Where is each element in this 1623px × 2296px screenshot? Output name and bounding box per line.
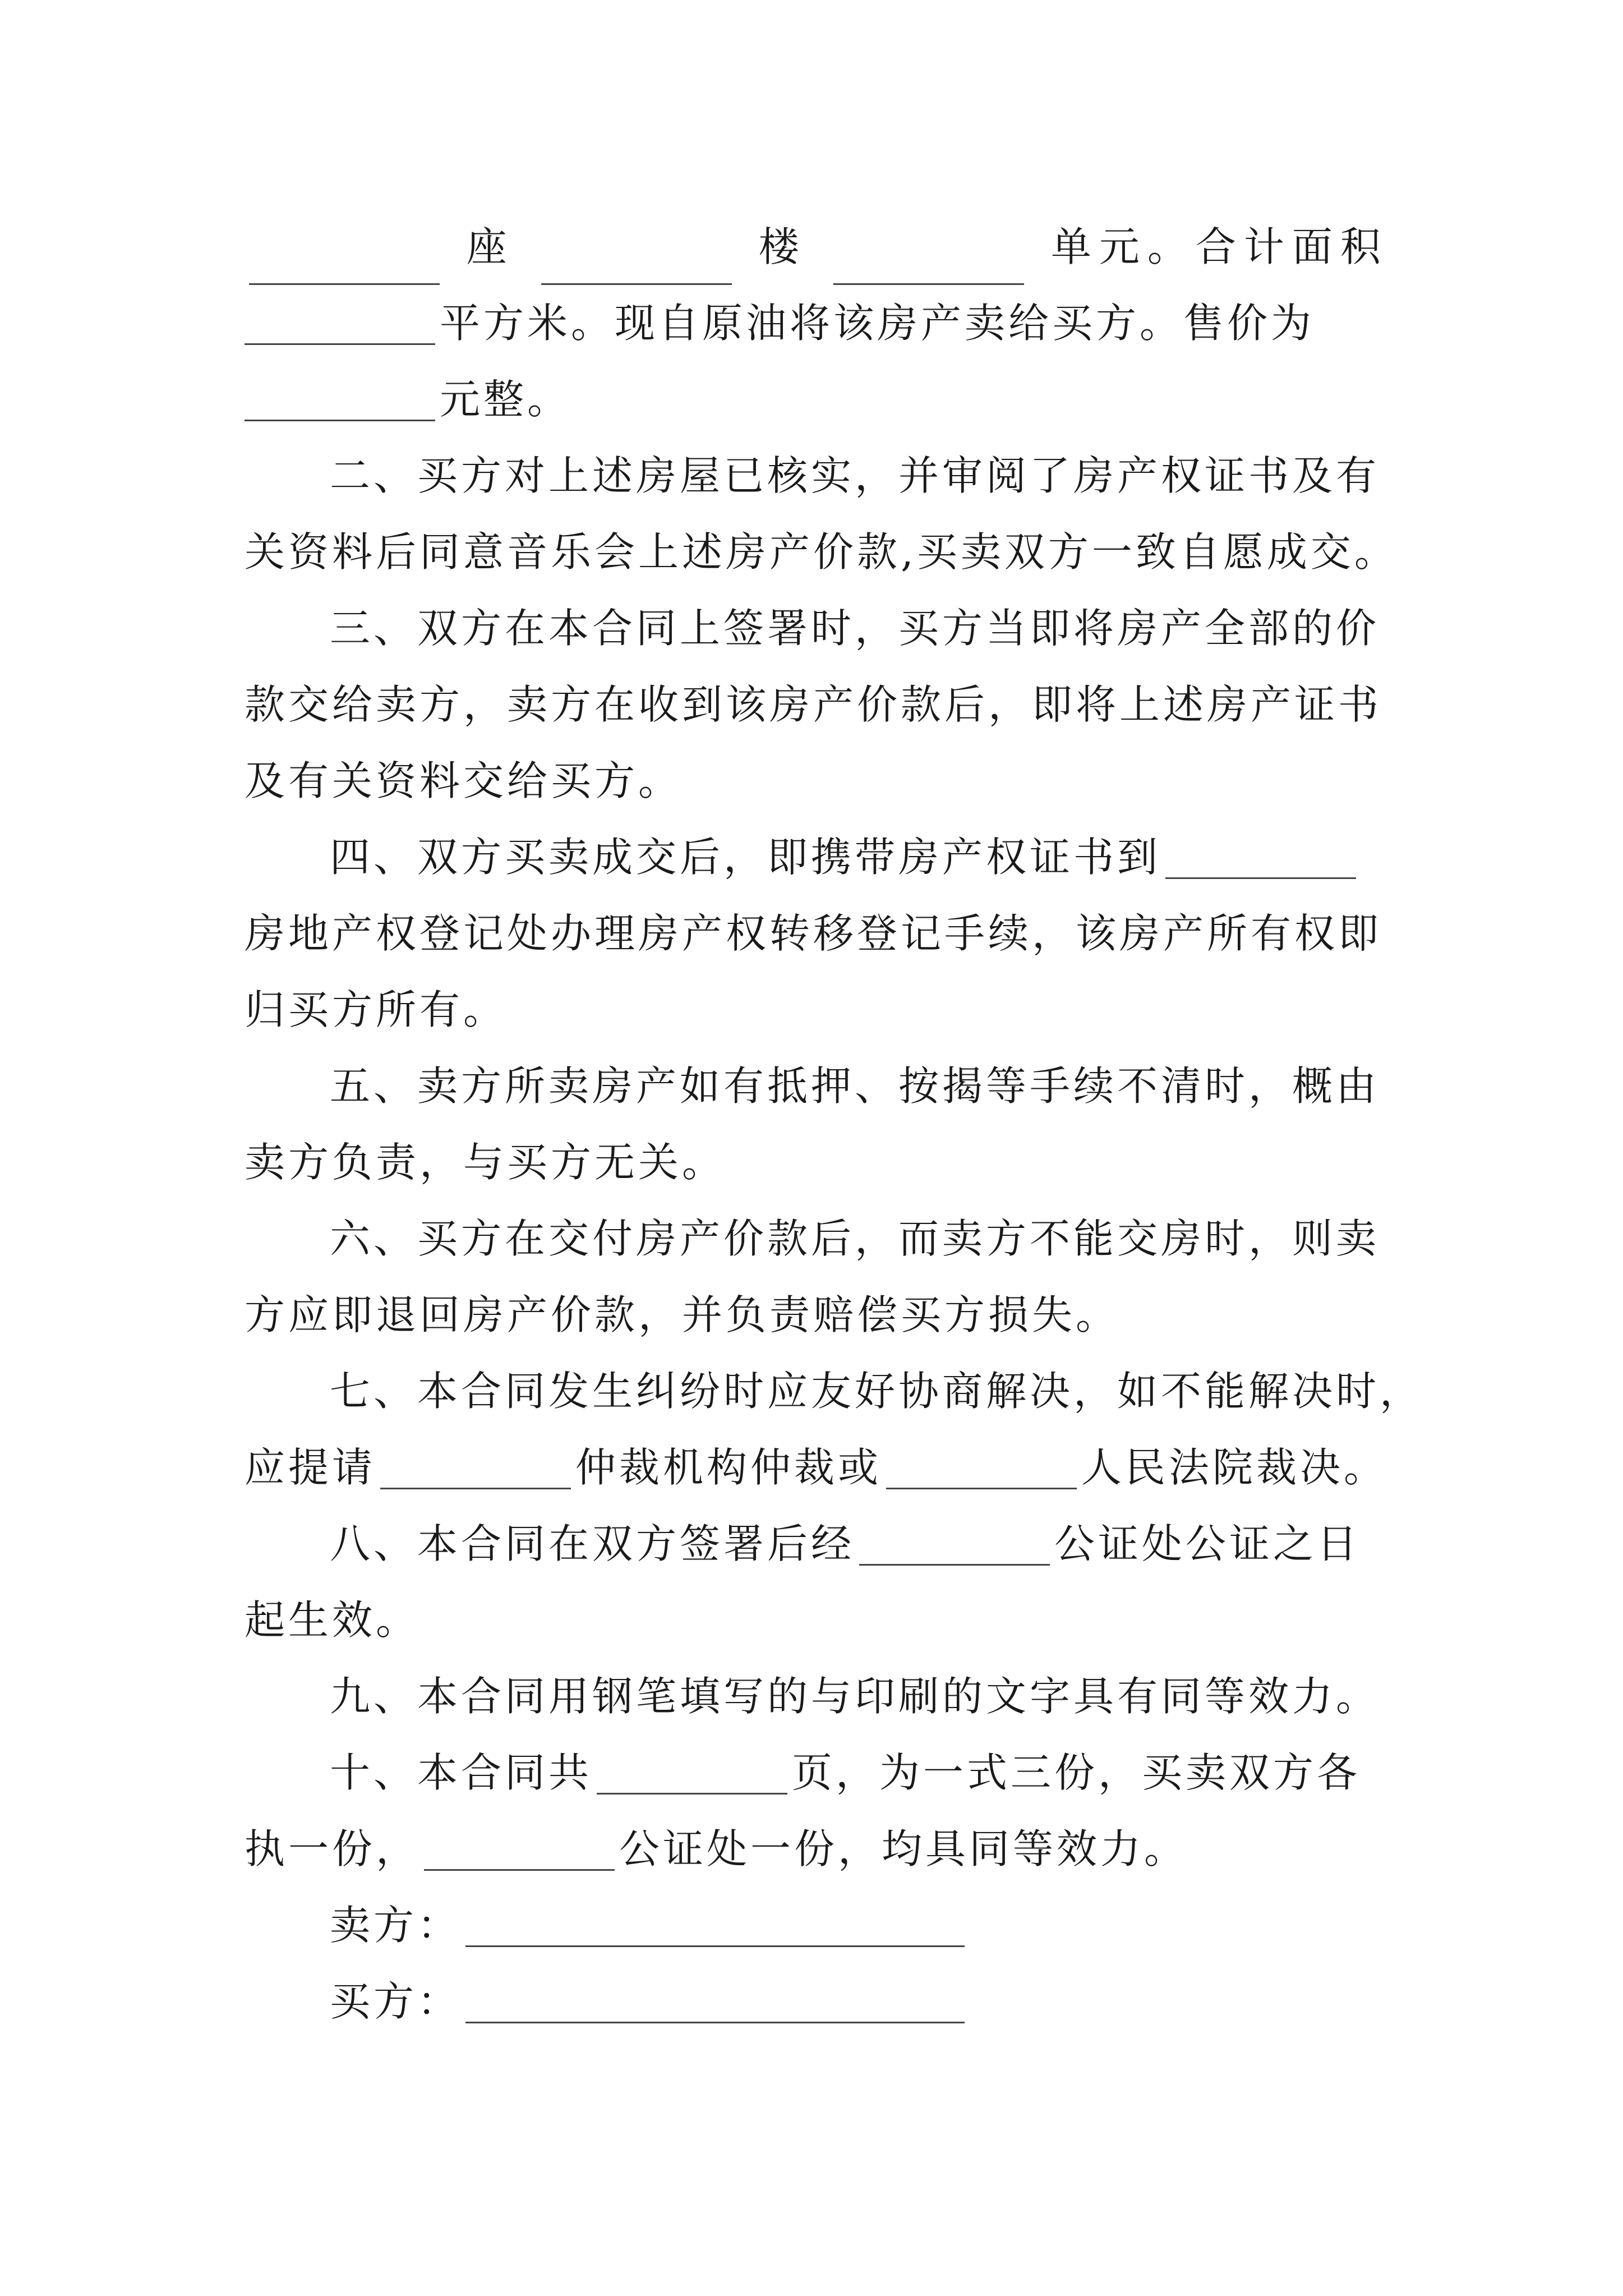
- clause-7-text-c: 人民法院裁决。: [1081, 1444, 1388, 1491]
- contract-body: [245, 209, 1424, 2040]
- blank-field-seat[interactable]: [249, 238, 440, 285]
- clause-5-line-2: 卖方负责，与买方无关。: [245, 1139, 726, 1186]
- blank-field-court[interactable]: [886, 1443, 1077, 1489]
- blank-field-building[interactable]: [541, 238, 732, 285]
- clause-6-line-1: 六、买方在交付房产价款后，而卖方不能交房时，则卖: [330, 1215, 1380, 1262]
- clause-4-line-1: [245, 819, 1389, 895]
- blank-field-notary-copy[interactable]: [424, 1824, 615, 1871]
- clause-7-text-b: 仲裁机构仲裁或: [575, 1444, 882, 1491]
- clause-2-line-1: 二、买方对上述房屋已核实，并审阅了房产权证书及有: [330, 452, 1380, 499]
- buyer-signature-line: [245, 1963, 1389, 2040]
- clause-10-text-b: 页，为一式三份，买卖双方各: [792, 1749, 1361, 1796]
- clause-5-line-1: 五、卖方所卖房产如有抵押、按揭等手续不清时，概由: [330, 1062, 1380, 1110]
- blank-field-notary[interactable]: [859, 1519, 1050, 1566]
- clause-10-text-d: 公证处一份，均具同等效力。: [619, 1825, 1188, 1872]
- clause-9-line-1: 九、本合同用钢笔填写的与印刷的文字具有同等效力。: [330, 1673, 1380, 1720]
- area-price-text: 平方米。现自原油将该房产卖给买方。售价为: [440, 300, 1315, 347]
- clause-7-line-1: 七、本合同发生纠纷时应友好协商解决，如不能解决时，: [330, 1368, 1424, 1415]
- clause-7-text-a: 应提请: [245, 1444, 376, 1491]
- building-label: 楼: [758, 223, 807, 270]
- blank-field-registry[interactable]: [1165, 832, 1356, 879]
- seller-signature-field[interactable]: [465, 1901, 965, 1947]
- clause-6-line-2: 方应即退回房产价款，并负责赔偿买方损失。: [245, 1291, 1120, 1338]
- blank-field-unit[interactable]: [833, 238, 1024, 285]
- area-price-line: [245, 285, 1389, 361]
- clause-8-line-1: [245, 1506, 1389, 1582]
- clause-10-line-1: [245, 1734, 1389, 1811]
- clause-8-text-a: 八、本合同在双方签署后经: [330, 1520, 855, 1567]
- seat-label: 座: [466, 223, 515, 270]
- clause-4-text: 四、双方买卖成交后，即携带房产权证书到: [330, 834, 1161, 881]
- blank-field-area[interactable]: [245, 298, 435, 345]
- seller-signature-line: [245, 1887, 1389, 1963]
- price-line: [245, 361, 1389, 438]
- clause-10-line-2: [245, 1811, 1389, 1887]
- clause-3-line-1: 三、双方在本合同上签署时，买方当即将房产全部的价: [330, 605, 1380, 652]
- clause-7-line-2: [245, 1429, 1389, 1506]
- clause-10-text-a: 十、本合同共: [330, 1749, 593, 1796]
- buyer-signature-field[interactable]: [465, 1977, 965, 2023]
- clause-3-line-2: 款交给卖方，卖方在收到该房产价款后，即将上述房产证书: [245, 681, 1382, 728]
- clause-8-text-b: 公证处公证之日: [1054, 1520, 1361, 1567]
- blank-field-arbitration[interactable]: [380, 1443, 571, 1489]
- clause-10-text-c: 执一份，: [245, 1825, 420, 1872]
- clause-4-line-2: 房地产权登记处办理房产权转移登记手续，该房产所有权即: [245, 910, 1382, 957]
- clause-4-line-3: 归买方所有。: [245, 986, 508, 1033]
- seller-label: 卖方：: [330, 1902, 462, 1949]
- blank-field-pages[interactable]: [597, 1748, 787, 1795]
- clause-8-line-2: 起生效。: [245, 1596, 420, 1644]
- property-location-line: [245, 209, 1389, 285]
- price-unit-text: 元整。: [440, 376, 571, 423]
- buyer-label: 买方：: [330, 1978, 462, 2025]
- blank-field-price[interactable]: [245, 375, 435, 421]
- clause-3-line-3: 及有关资料交给买方。: [245, 757, 683, 804]
- unit-area-label: 单元。合计面积: [1050, 223, 1389, 270]
- clause-2-line-2: 关资料后同意音乐会上述房产价款,买卖双方一致自愿成交。: [245, 528, 1398, 576]
